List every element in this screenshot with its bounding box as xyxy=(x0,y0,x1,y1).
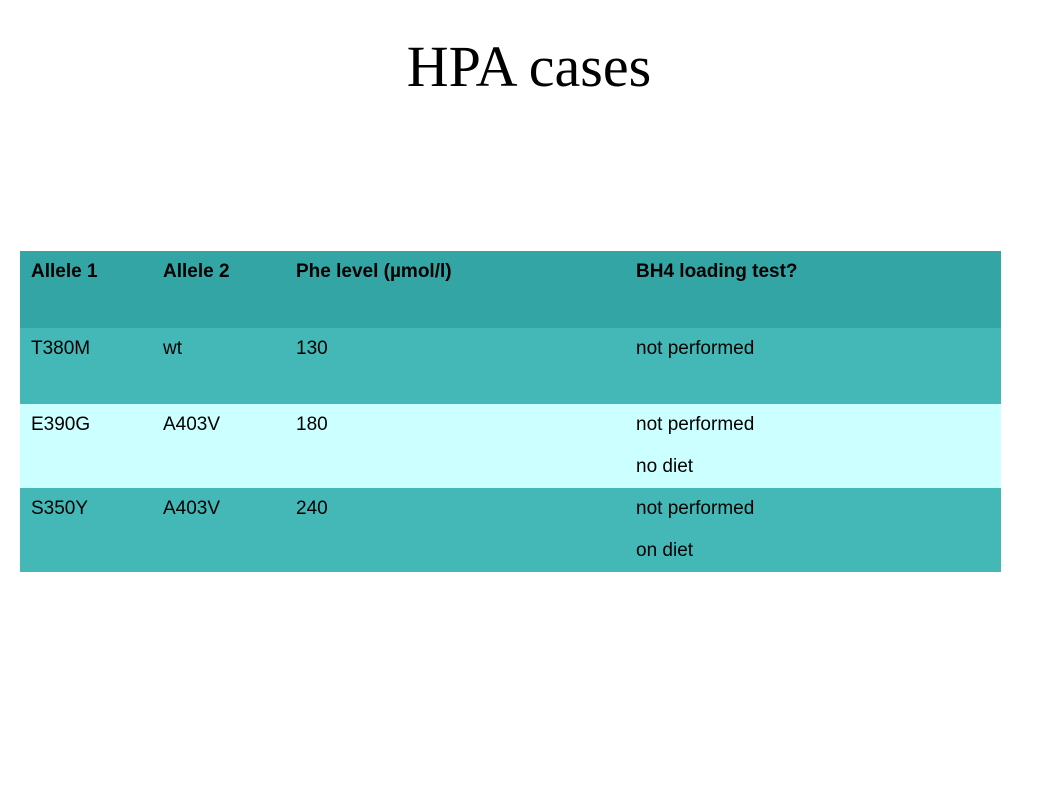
cell-phe-level: 240 xyxy=(296,498,328,519)
cell-bh4-loading-test: not performed xyxy=(636,338,755,359)
cell-phe-level: 130 xyxy=(296,338,328,359)
table-header-row xyxy=(20,251,1001,328)
hpa-cases-table xyxy=(20,251,1001,572)
cell-bh4-loading-test: not performed no diet xyxy=(636,414,755,477)
cell-phe-level: 180 xyxy=(296,414,328,435)
cell-allele-2: A403V xyxy=(163,414,221,435)
table-row xyxy=(20,328,1001,404)
header-allele-1: Allele 1 xyxy=(31,261,98,282)
cell-allele-2: A403V xyxy=(163,498,221,519)
cell-allele-1: T380M xyxy=(31,338,91,359)
slide-title: HPA cases xyxy=(406,34,652,99)
table-row xyxy=(20,488,1001,572)
header-phe-level: Phe level (µmol/l) xyxy=(296,261,452,282)
header-bh4-loading-test: BH4 loading test? xyxy=(636,261,798,282)
cell-allele-2: wt xyxy=(163,338,182,359)
table-row xyxy=(20,404,1001,488)
header-allele-2: Allele 2 xyxy=(163,261,230,282)
cell-allele-1: S350Y xyxy=(31,498,89,519)
cell-bh4-loading-test: not performed on diet xyxy=(636,498,755,561)
cell-allele-1: E390G xyxy=(31,414,91,435)
